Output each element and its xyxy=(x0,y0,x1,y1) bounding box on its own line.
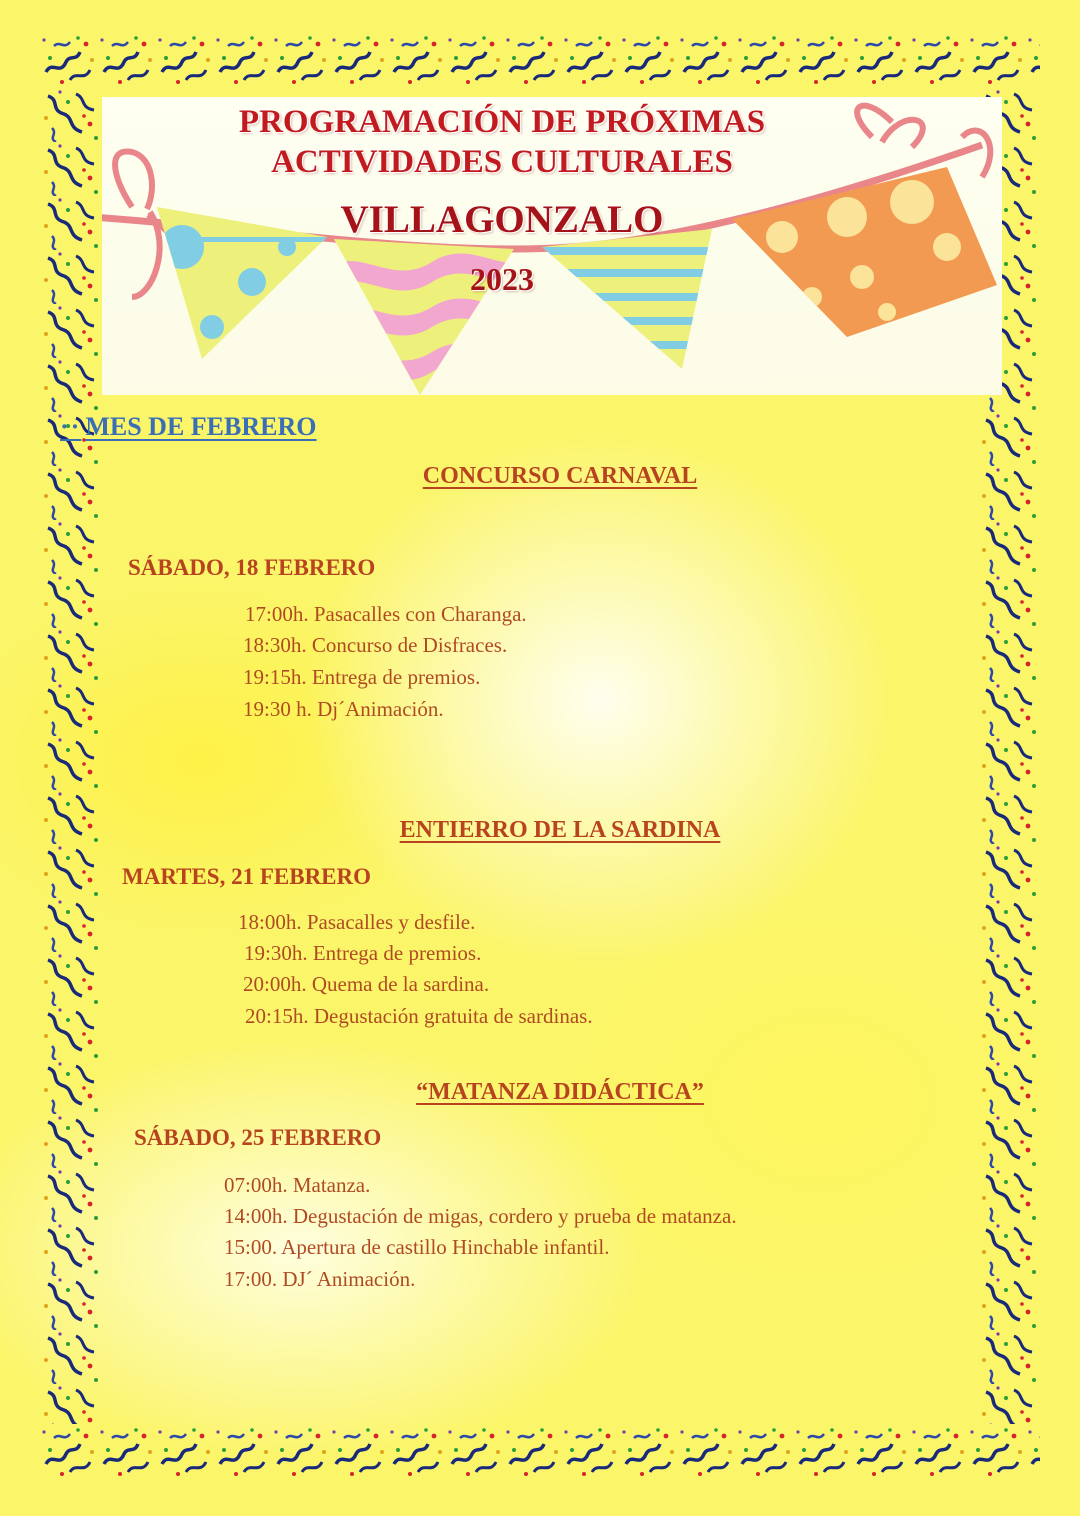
header-banner xyxy=(102,97,1002,395)
event-title: CONCURSO CARNAVAL xyxy=(422,463,698,489)
schedule-item: 18:30h. Concurso de Disfraces. xyxy=(243,633,508,657)
schedule-item: 07:00h. Matanza. xyxy=(224,1173,371,1197)
month-label: MES DE FEBRERO xyxy=(85,412,317,441)
year: 2023 xyxy=(470,261,534,297)
bullet-dots-icon: ·· xyxy=(60,412,82,441)
decorative-border-top xyxy=(40,32,1040,88)
decorative-border-bottom xyxy=(40,1424,1040,1480)
month-heading xyxy=(60,412,317,442)
decorative-border-left xyxy=(40,88,102,1424)
event-title: “MATANZA DIDÁCTICA” xyxy=(416,1079,704,1105)
streamer-pattern-top-icon xyxy=(40,32,1040,88)
schedule-item: 20:15h. Degustación gratuita de sardinas. xyxy=(245,1004,593,1028)
schedule-item: 14:00h. Degustación de migas, cordero y prueba de matanza. xyxy=(224,1204,737,1228)
schedule-item: 20:00h. Quema de la sardina. xyxy=(243,972,490,996)
schedule-item: 17:00. DJ´ Animación. xyxy=(224,1267,416,1291)
event-date: SÁBADO, 18 FEBRERO xyxy=(128,555,376,580)
streamer-pattern-bottom-icon xyxy=(40,1424,1040,1480)
schedule-item: 19:15h. Entrega de premios. xyxy=(243,665,481,689)
title-line-2: ACTIVIDADES CULTURALES xyxy=(271,144,733,180)
streamer-pattern-left-icon xyxy=(40,88,102,1424)
schedule-item: 18:00h. Pasacalles y desfile. xyxy=(238,910,476,934)
schedule-item: 17:00h. Pasacalles con Charanga. xyxy=(245,602,527,626)
schedule-item: 19:30h. Entrega de premios. xyxy=(244,941,482,965)
event-title: ENTIERRO DE LA SARDINA xyxy=(399,817,721,843)
schedule-item: 15:00. Apertura de castillo Hinchable infantil. xyxy=(224,1235,610,1259)
town-name: VILLAGONZALO xyxy=(340,198,664,241)
event-date: SÁBADO, 25 FEBRERO xyxy=(134,1125,382,1150)
event-date: MARTES, 21 FEBRERO xyxy=(122,864,372,889)
title-line-1: PROGRAMACIÓN DE PRÓXIMAS xyxy=(238,104,766,140)
schedule-item: 19:30 h. Dj´Animación. xyxy=(243,697,444,721)
